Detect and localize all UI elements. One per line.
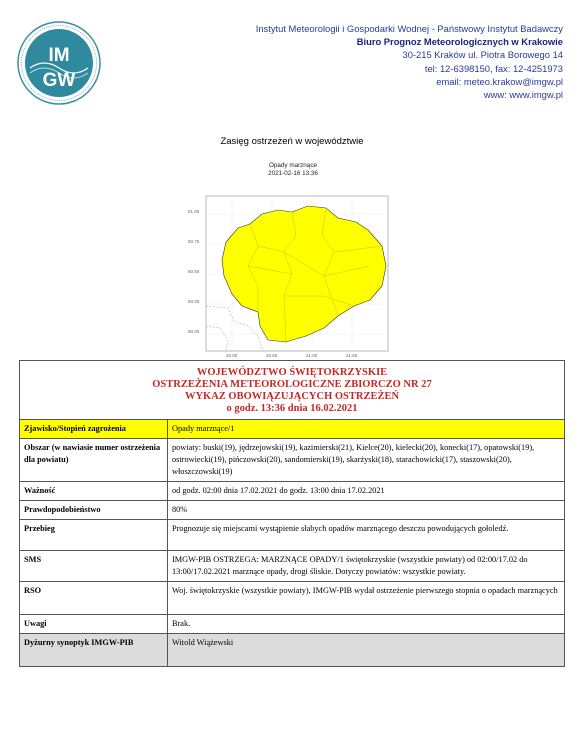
institute-header [163,22,563,101]
email[interactable]: email: meteo.krakow@imgw.pl [436,75,563,87]
row-value: IMGW-PIB OSTRZEGA: MARZNĄCE OPADY/1 świętokrzyskie (wszystkie powiaty) od 02:00/17.02 do 13:00/17.02.2021 marznące opady, drogi śliskie. Dotyczy powiatów: wszystkie powiaty. [168,551,565,582]
row-label: SMS [20,551,168,582]
row-label: Uwagi [20,615,168,634]
warning-title [20,361,565,420]
table-row [20,634,565,667]
map-svg [188,156,398,361]
row-label: Dyżurny synoptyk IMGW-PIB [20,634,168,667]
y-tick: 50.50 [188,269,200,274]
table-row [20,582,565,615]
row-value: Prognozuje się miejscami wystąpienie słabych opadów marznącego deszczu powodujących gołoledź. [168,520,565,551]
map-caption: Zasięg ostrzeżeń w województwie [220,136,364,147]
bureau-name: Biuro Prognoz Meteorologicznych w Krakowie [356,36,563,48]
y-tick: 50.75 [188,239,200,244]
table-row [20,420,565,439]
table-row [20,482,565,501]
x-tick: 21.50 [346,353,358,358]
website[interactable]: www: www.imgw.pl [483,89,563,101]
row-label: Zjawisko/Stopień zagrożenia [20,420,168,439]
logo-text-bottom: GW [42,70,76,91]
table-row [20,501,565,520]
title-line: WOJEWÓDZTWO ŚWIĘTOKRZYSKIE [196,367,388,378]
y-tick: 50.25 [188,299,200,304]
title-line: OSTRZEŻENIA METEOROLOGICZNE ZBIORCZO NR 27 [152,379,432,390]
row-label: Obszar (w nawiasie numer ostrzeżenia dla powiatu) [20,439,168,482]
row-value: od godz. 02:00 dnia 17.02.2021 do godz. 13:00 dnia 17.02.2021 [168,482,565,501]
row-value: Woj. świętokrzyskie (wszystkie powiaty), IMGW-PIB wydał ostrzeżenie pierwszego stopnia o opadach marznących [168,582,565,615]
table-row [20,439,565,482]
x-tick: 20.50 [266,353,278,358]
row-value: 80% [168,501,565,520]
warning-table [19,360,565,667]
row-value: powiaty: buski(19), jędrzejowski(19), kazimierski(21), Kielce(20), kielecki(20), konecki(17), opatowski(19), ostrowiecki(19), pińczowski(20), sandomierski(19), skarżyski(18), starachowicki(17), staszowski(20), włoszczowski(19) [168,439,565,482]
row-label: Prawdopodobieństwo [20,501,168,520]
row-value: Brak. [168,615,565,634]
title-line: WYKAZ OBOWIĄZUJĄCYCH OSTRZEŻEŃ [184,391,400,402]
map-timestamp: 2021-02-16 13:36 [268,170,318,177]
row-label: Ważność [20,482,168,501]
y-tick: 51.00 [188,209,200,214]
address: 30-215 Kraków ul. Piotra Borowego 14 [402,49,563,61]
y-tick: 50.00 [188,329,200,334]
row-label: Przebieg [20,520,168,551]
x-tick: 20.00 [226,353,238,358]
x-tick: 21.00 [306,353,318,358]
table-row [20,615,565,634]
title-line: o godz. 13:36 dnia 16.02.2021 [226,403,358,414]
row-label: RSO [20,582,168,615]
map-title: Opady marznące [269,162,317,169]
table-row [20,551,565,582]
logo-text-top: IM [48,45,70,66]
row-value: Witold Wiążewski [168,634,565,667]
warning-map [188,156,398,361]
phone-fax: tel: 12-6398150, fax: 12-4251973 [424,62,563,74]
table-row [20,520,565,551]
institute-name: Instytut Meteorologii i Gospodarki Wodnej - Państwowy Instytut Badawczy [255,23,563,34]
row-value: Opady marznące/1 [168,420,565,439]
imgw-logo [16,20,102,106]
